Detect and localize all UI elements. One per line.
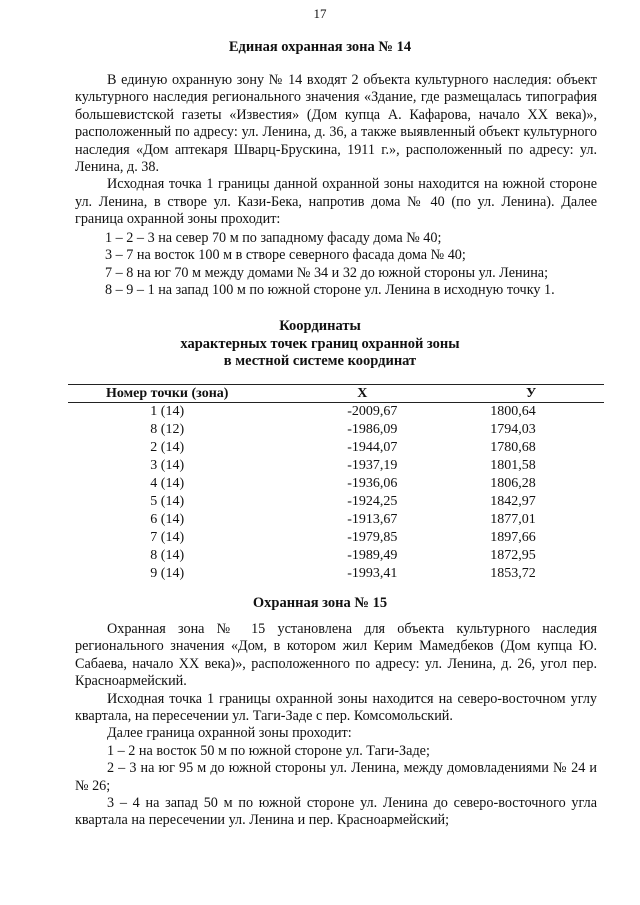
cell-x: -1993,41 <box>347 566 398 581</box>
zone15-paragraph1: Охранная зона № 15 установлена для объекта культурного наследия регионального значения «Дом, в котором жил Керим Мамедбеков (Дом купца Ю. Сабаева, начало XX века)», расположенного по адресу: ул. Ленина, д. 26, угол пер. Красноармейский. <box>75 621 597 690</box>
cell-point: 2 (14) <box>150 440 185 455</box>
cell-point: 9 (14) <box>150 566 185 581</box>
column-header-y: У <box>458 385 604 403</box>
cell-y: 1801,58 <box>490 458 536 473</box>
cell-x: -1979,85 <box>347 530 398 545</box>
zone14-text <box>75 72 597 229</box>
cell-y: 1897,66 <box>490 530 536 545</box>
cell-y: 1800,64 <box>490 404 536 419</box>
cell-point: 5 (14) <box>150 494 185 509</box>
zone14-steps <box>75 230 605 300</box>
zone14-step: 3 – 7 на восток 100 м в створе северного фасада дома № 40; <box>105 247 466 264</box>
zone14-step: 8 – 9 – 1 на запад 100 м по южной стороне ул. Ленина в исходную точку 1. <box>105 282 555 299</box>
zone14-title: Единая охранная зона № 14 <box>228 39 412 55</box>
cell-x: -1937,19 <box>347 458 398 473</box>
zone15-step: 3 – 4 на запад 50 м по южной стороне ул. Ленина до северо-восточного угла квартала на пересечении ул. Ленина и пер. Красноармейский; <box>75 795 597 829</box>
zone15-title: Охранная зона № 15 <box>252 595 388 611</box>
zone14-paragraph2: Исходная точка 1 границы данной охранной зоны находится на южной стороне ул. Ленина, в створе ул. Кази-Бека, напротив дома № 40 (по ул. Ленина). Далее граница охранной зоны проходит: <box>75 176 597 228</box>
cell-x: -1989,49 <box>347 548 398 563</box>
coordinates-heading-line3: в местной системе координат <box>223 353 417 369</box>
table-row <box>68 565 604 583</box>
cell-x: -1913,67 <box>347 512 398 527</box>
cell-point: 8 (14) <box>150 548 185 563</box>
cell-y: 1794,03 <box>490 422 536 437</box>
zone14-step: 1 – 2 – 3 на север 70 м по западному фасаду дома № 40; <box>105 230 442 246</box>
cell-y: 1877,01 <box>490 512 536 527</box>
column-header-point: Номер точки (зона) <box>68 385 266 403</box>
cell-y: 1872,95 <box>490 548 536 563</box>
coordinates-table <box>68 384 604 583</box>
column-header-x: X <box>266 385 458 403</box>
cell-point: 7 (14) <box>150 530 185 545</box>
table-row <box>68 403 604 422</box>
zone14-step: 7 – 8 на юг 70 м между домами № 34 и 32 до южной стороны ул. Ленина; <box>105 264 549 281</box>
page-number: 17 <box>313 6 327 21</box>
table-header-row <box>68 385 604 403</box>
cell-x: -1924,25 <box>347 494 398 509</box>
table-row <box>68 457 604 475</box>
cell-x: -1986,09 <box>347 422 398 437</box>
zone15-text <box>75 621 597 830</box>
coordinates-heading-line1: Координаты <box>279 318 361 334</box>
cell-point: 3 (14) <box>150 458 185 473</box>
table-row <box>68 493 604 511</box>
cell-y: 1806,28 <box>490 476 536 491</box>
cell-x: -1936,06 <box>347 476 398 491</box>
table-row <box>68 511 604 529</box>
cell-y: 1853,72 <box>490 566 536 581</box>
table-row <box>68 475 604 493</box>
cell-y: 1842,97 <box>490 494 536 509</box>
coordinates-heading-line2: характерных точек границ охранной зоны <box>180 335 460 352</box>
table-row <box>68 529 604 547</box>
table-row <box>68 439 604 457</box>
table-row <box>68 421 604 439</box>
zone15-step: 1 – 2 на восток 50 м по южной стороне ул. Таги-Заде; <box>107 742 430 759</box>
cell-y: 1780,68 <box>490 440 536 455</box>
zone14-paragraph1: В единую охранную зону № 14 входят 2 объекта культурного наследия: объект культурного наследия регионального значения «Здание, где размещалась типография большевистской газеты «Известия» (Дом купца А. Кафарова, начало XX века)», расположенный по адресу: ул. Ленина, д. 36, а также выявленный объект культурного наследия «Дом аптекаря Шварц-Брускина, 1911 г.», расположенный по адресу: ул. Ленина, д. 38. <box>75 72 597 176</box>
cell-point: 8 (12) <box>150 422 185 437</box>
zone15-step: 2 – 3 на юг 95 м до южной стороны ул. Ленина, между домовладениями № 24 и № 26; <box>75 760 597 794</box>
cell-point: 1 (14) <box>150 404 185 419</box>
cell-x: -2009,67 <box>347 404 398 419</box>
coordinates-heading <box>0 318 640 371</box>
cell-point: 6 (14) <box>150 512 185 527</box>
cell-point: 4 (14) <box>150 476 185 491</box>
zone15-paragraph2: Исходная точка 1 границы охранной зоны находится на северо-восточном углу квартала, на пересечении ул. Таги-Заде с пер. Комсомольский. <box>75 690 597 725</box>
table-row <box>68 547 604 565</box>
cell-x: -1944,07 <box>347 440 398 455</box>
zone15-paragraph3: Далее граница охранной зоны проходит: <box>107 725 352 742</box>
